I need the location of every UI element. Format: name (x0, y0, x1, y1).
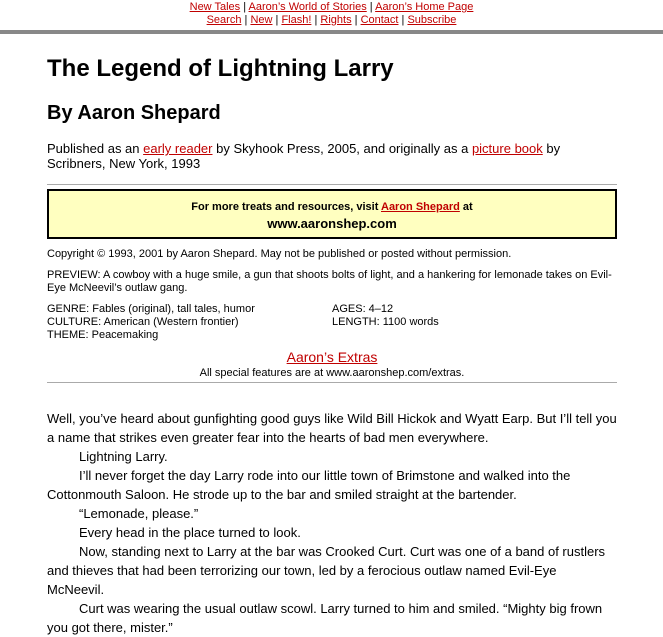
publication-text-2: by Skyhook Press, 2005, and originally as a (212, 141, 472, 156)
nav-link-new[interactable]: New (250, 14, 273, 26)
divider (47, 184, 617, 185)
nav-link-flash[interactable]: Flash! (281, 14, 312, 26)
metadata-column-right (332, 303, 439, 342)
length: LENGTH: 1100 words (332, 316, 439, 328)
nav-separator: | (311, 14, 321, 26)
story-paragraph: Every head in the place turned to look. (79, 525, 301, 540)
publication-text-1: Published as an (47, 141, 144, 156)
story-metadata (47, 303, 617, 342)
nav-separator: | (398, 14, 408, 26)
nav-link-rights[interactable]: Rights (320, 14, 352, 26)
story-paragraph: I’ll never forget the day Larry rode into our little town of Brimstone and walked into the Cottonmouth Saloon. He strode up to the bar and smiled straight at the bartender. (47, 468, 571, 502)
promo-line-1 (49, 201, 615, 214)
preview-text: PREVIEW: A cowboy with a huge smile, a gun that shoots bolts of light, and a hankering for lemonade takes on Evil-Eye McNeevil’s outlaw gang. (47, 269, 612, 294)
metadata-column-left (47, 303, 332, 342)
nav-separator: | (272, 14, 282, 26)
theme: THEME: Peacemaking (47, 329, 159, 341)
story-paragraph: Curt was wearing the usual outlaw scowl. Larry turned to him and smiled. “Mighty big frown you got there, mister.” (47, 601, 603, 635)
publication-info (47, 141, 617, 171)
byline: By Aaron Shepard (47, 102, 221, 124)
nav-separator: | (241, 14, 251, 26)
copyright-notice: Copyright © 1993, 2001 by Aaron Shepard. May not be published or posted without permission. (47, 248, 512, 260)
extras-note: All special features are at www.aaronshep.com/extras. (199, 367, 465, 379)
nav-link-new-tales[interactable]: New Tales (189, 1, 241, 13)
top-divider-bar (0, 30, 663, 34)
early-reader-link[interactable]: early reader (143, 141, 213, 156)
nav-row-1 (0, 1, 663, 14)
page-title: The Legend of Lightning Larry (47, 55, 394, 82)
publication-text-3: by Scribners, New York, 1993 (47, 141, 561, 171)
aarons-extras-link[interactable]: Aaron’s Extras (286, 349, 378, 365)
main-content (47, 40, 617, 637)
story-text (47, 409, 617, 637)
promo-website: www.aaronshep.com (267, 216, 397, 231)
aaron-shepard-link[interactable]: Aaron Shepard (381, 201, 460, 213)
nav-link-contact[interactable]: Contact (360, 14, 399, 26)
nav-link-search[interactable]: Search (206, 14, 242, 26)
nav-link-subscribe[interactable]: Subscribe (407, 14, 457, 26)
promo-box (47, 189, 617, 239)
story-paragraph: “Lemonade, please.” (79, 506, 199, 521)
extras-section (47, 349, 617, 380)
nav-separator: | (240, 1, 249, 13)
story-paragraph: Now, standing next to Larry at the bar was Crooked Curt. Curt was one of a band of rustlers and thieves that had been terrorizing our town, led by a ferocious outlaw named Evil-Eye McNeevil. (47, 544, 606, 597)
nav-link-home-page[interactable]: Aaron’s Home Page (375, 1, 474, 13)
picture-book-link[interactable]: picture book (471, 141, 543, 156)
top-navigation (0, 0, 663, 27)
genre: GENRE: Fables (original), tall tales, humor (47, 303, 255, 315)
nav-separator: | (351, 14, 361, 26)
nav-link-world-of-stories[interactable]: Aaron’s World of Stories (248, 1, 367, 13)
promo-text-pre: For more treats and resources, visit (191, 201, 381, 213)
promo-text-post: at (459, 201, 473, 213)
nav-row-2 (0, 14, 663, 27)
story-paragraph: Well, you’ve heard about gunfighting good guys like Wild Bill Hickok and Wyatt Earp. But I’ll tell you a name that strikes even greater fear into the hearts of bad men everywhere. (47, 411, 617, 445)
story-paragraph: Lightning Larry. (79, 449, 168, 464)
culture: CULTURE: American (Western frontier) (47, 316, 239, 328)
divider (47, 382, 617, 383)
ages: AGES: 4–12 (332, 303, 394, 315)
nav-separator: | (366, 1, 376, 13)
